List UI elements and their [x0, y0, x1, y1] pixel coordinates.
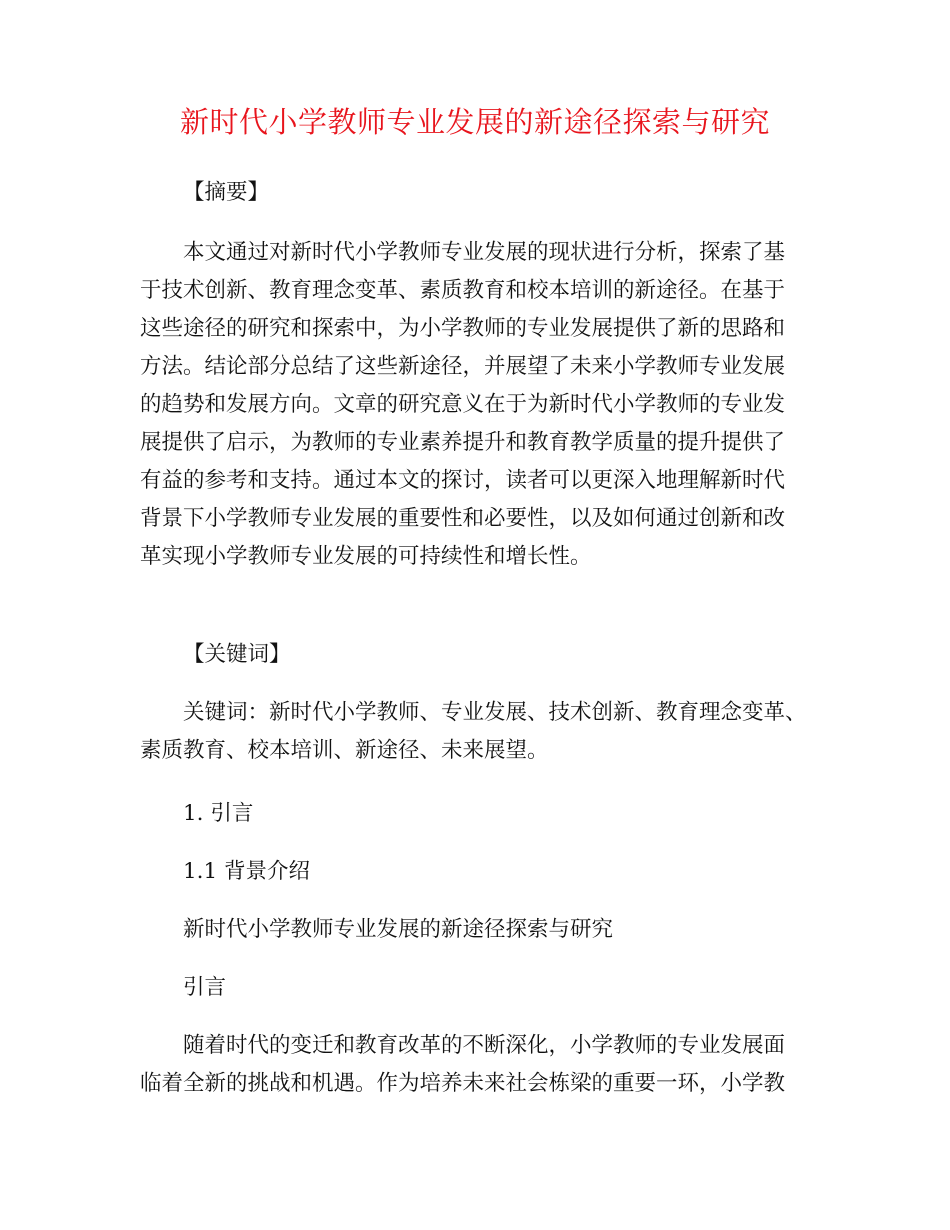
intro-heading-block [140, 969, 840, 1007]
abstract-line: 的趋势和发展方向。文章的研究意义在于为新时代小学教师的专业发 [140, 392, 786, 417]
abstract-paragraph [140, 234, 840, 576]
keywords-line: 素质教育、校本培训、新途径、未来展望。 [140, 738, 549, 763]
repeat-title-block [140, 911, 840, 949]
abstract-line: 背景下小学教师专业发展的重要性和必要性，以及如何通过创新和改 [140, 506, 786, 531]
abstract-line: 展提供了启示，为教师的专业素养提升和教育教学质量的提升提供了 [140, 430, 786, 455]
abstract-line: 这些途径的研究和探索中，为小学教师的专业发展提供了新的思路和 [140, 316, 786, 341]
intro-line: 随着时代的变迁和教育改革的不断深化，小学教师的专业发展面 [183, 1033, 786, 1058]
intro-heading: 引言 [183, 975, 227, 1000]
document-title: 新时代小学教师专业发展的新途径探索与研究 [179, 105, 770, 139]
abstract-line: 有益的参考和支持。通过本文的探讨，读者可以更深入地理解新时代 [140, 468, 786, 493]
abstract-line: 于技术创新、教育理念变革、素质教育和校本培训的新途径。在基于 [140, 278, 786, 303]
section-1-block [140, 795, 840, 833]
repeat-title: 新时代小学教师专业发展的新途径探索与研究 [183, 917, 614, 942]
section-1-1-heading: 1.1 背景介绍 [183, 859, 311, 884]
intro-line: 临着全新的挑战和机遇。作为培养未来社会栋梁的重要一环，小学教 [140, 1071, 786, 1096]
abstract-heading: 【摘要】 [183, 180, 270, 205]
keywords-heading-block [140, 636, 840, 674]
keywords-paragraph [140, 694, 860, 770]
abstract-line: 本文通过对新时代小学教师专业发展的现状进行分析，探索了基 [183, 240, 786, 265]
section-1-1-block [140, 853, 840, 891]
intro-paragraph [140, 1027, 840, 1103]
abstract-line: 革实现小学教师专业发展的可持续性和增长性。 [140, 544, 592, 569]
keywords-heading: 【关键词】 [183, 642, 291, 667]
abstract-line: 方法。结论部分总结了这些新途径，并展望了未来小学教师专业发展 [140, 354, 786, 379]
abstract-heading-block [140, 174, 840, 212]
keywords-line: 关键词：新时代小学教师、专业发展、技术创新、教育理念变革、 [183, 700, 807, 725]
section-1-heading: 1. 引言 [183, 801, 254, 826]
